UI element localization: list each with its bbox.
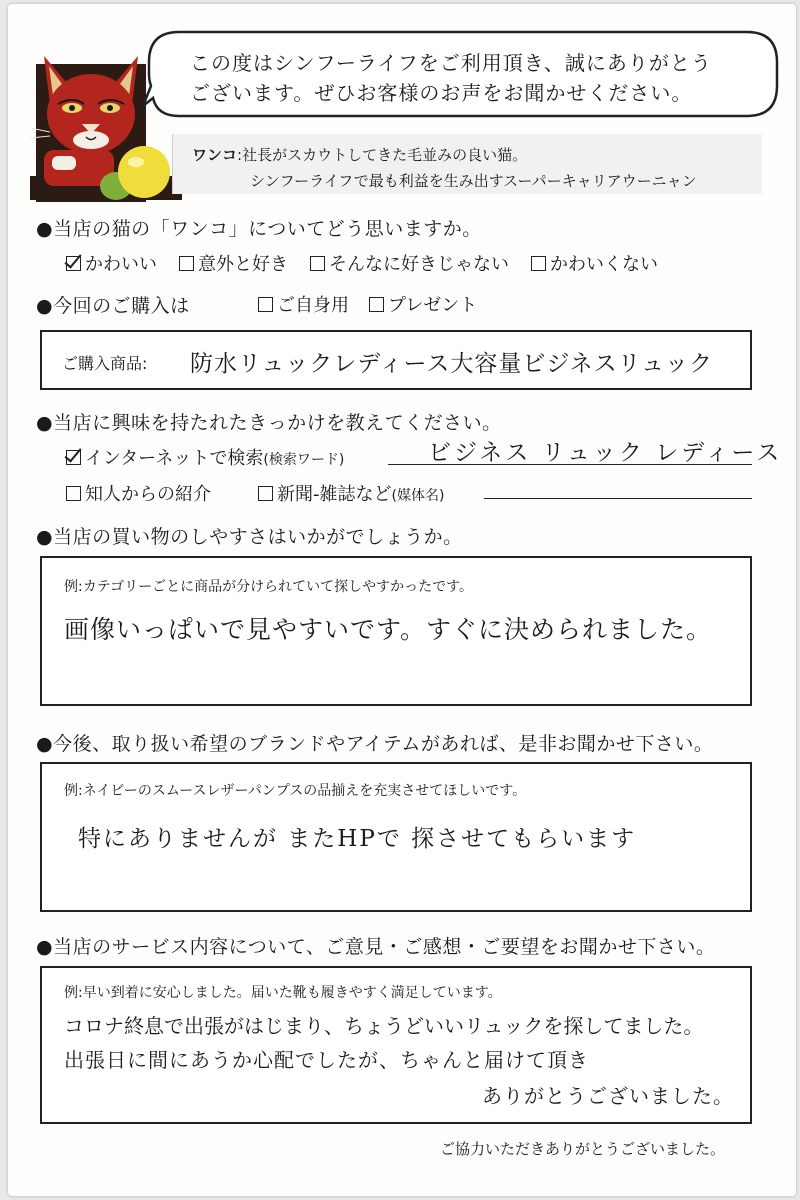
- q2-options: [258, 291, 477, 317]
- checkbox-checked-icon[interactable]: [66, 450, 81, 465]
- q3-option-media[interactable]: 新聞-雑誌など(媒体名): [258, 480, 444, 506]
- speech-text: [190, 48, 712, 108]
- q6-answer-line-2: 出張日に間にあうか心配でしたが、ちゃんと届けて頂き: [64, 1048, 589, 1072]
- mascot-desc-line-1: :社長がスカウトしてきた毛並みの良い猫。: [237, 146, 528, 164]
- q1-option-sonnani[interactable]: そんなに好きじゃない: [310, 250, 509, 276]
- q6-answer-line-3: ありがとうございました。: [482, 1084, 734, 1108]
- q4-question: ●当店の買い物のしやすさはいかがでしょうか。: [36, 526, 463, 548]
- mascot-desc-line-2: シンフーライフで最も利益を生み出すスーパーキャリアウーニャン: [250, 172, 697, 190]
- survey-card: [8, 4, 796, 1196]
- q2-option-self[interactable]: ご自身用: [258, 291, 349, 317]
- q3-option-internet[interactable]: インターネットで検索(検索ワード): [66, 444, 344, 470]
- q5-answer: 特にありませんが またHPで 探させてもらいます: [78, 826, 637, 852]
- checkbox-icon[interactable]: [369, 297, 384, 312]
- product-box[interactable]: [40, 330, 752, 390]
- checkbox-icon[interactable]: [531, 256, 546, 271]
- q4-example: 例:カテゴリーごとに商品が分けられていて探しやすかったです。: [64, 579, 474, 595]
- q1-question: ●当店の猫の「ワンコ」についてどう思いますか。: [36, 218, 482, 240]
- checkbox-icon[interactable]: [258, 486, 273, 501]
- product-value: 防水リュックレディース大容量ビジネスリュック: [190, 351, 713, 377]
- product-label: ご購入商品:: [62, 354, 148, 373]
- footer-thanks: ご協力いただきありがとうございました。: [440, 1140, 726, 1158]
- checkbox-icon[interactable]: [179, 256, 194, 271]
- q1-option-kawaii[interactable]: かわいい: [66, 250, 157, 276]
- q4-answer-box[interactable]: [40, 556, 752, 706]
- checkbox-icon[interactable]: [258, 297, 273, 312]
- q5-question: ●今後、取り扱い希望のブランドやアイテムがあれば、是非お聞かせ下さい。: [36, 733, 714, 755]
- q6-answer-line-1: コロナ終息で出張がはじまり、ちょうどいいリュックを探してました。: [64, 1014, 704, 1038]
- q2-option-present[interactable]: プレゼント: [369, 291, 477, 317]
- speech-line-1: この度はシンフーライフをご利用頂き、誠にありがとう: [190, 51, 712, 75]
- mascot-description: [192, 142, 697, 194]
- q3-option-friend[interactable]: 知人からの紹介: [66, 480, 211, 506]
- q2-question: ●今回のご購入は: [36, 295, 190, 317]
- checkbox-checked-icon[interactable]: [66, 256, 81, 271]
- q6-question: ●当店のサービス内容について、ご意見・ご感想・ご要望をお聞かせ下さい。: [36, 936, 716, 958]
- q3-question: ●当店に興味を持たれたきっかけを教えてください。: [36, 412, 502, 434]
- checkbox-icon[interactable]: [310, 256, 325, 271]
- q1-options: [66, 250, 658, 276]
- q1-option-kawaikunai[interactable]: かわいくない: [531, 250, 658, 276]
- q5-example: 例:ネイビーのスムースレザーパンプスの品揃えを充実させてほしいです。: [64, 783, 527, 799]
- q5-answer-box[interactable]: [40, 762, 752, 912]
- checkbox-icon[interactable]: [66, 486, 81, 501]
- media-name-line: [484, 498, 752, 499]
- q1-option-igai[interactable]: 意外と好き: [179, 250, 288, 276]
- search-word-value: ビジネス リュック レディース: [428, 440, 783, 466]
- q4-answer: 画像いっぱいで見やすいです。すぐに決められました。: [64, 615, 713, 644]
- speech-line-2: ございます。ぜひお客様のお声をお聞かせください。: [190, 81, 693, 105]
- q6-example: 例:早い到着に安心しました。届いた靴も履きやすく満足しています。: [64, 985, 502, 1001]
- q6-answer-box[interactable]: [40, 966, 752, 1124]
- mascot-name: ワンコ: [192, 146, 238, 164]
